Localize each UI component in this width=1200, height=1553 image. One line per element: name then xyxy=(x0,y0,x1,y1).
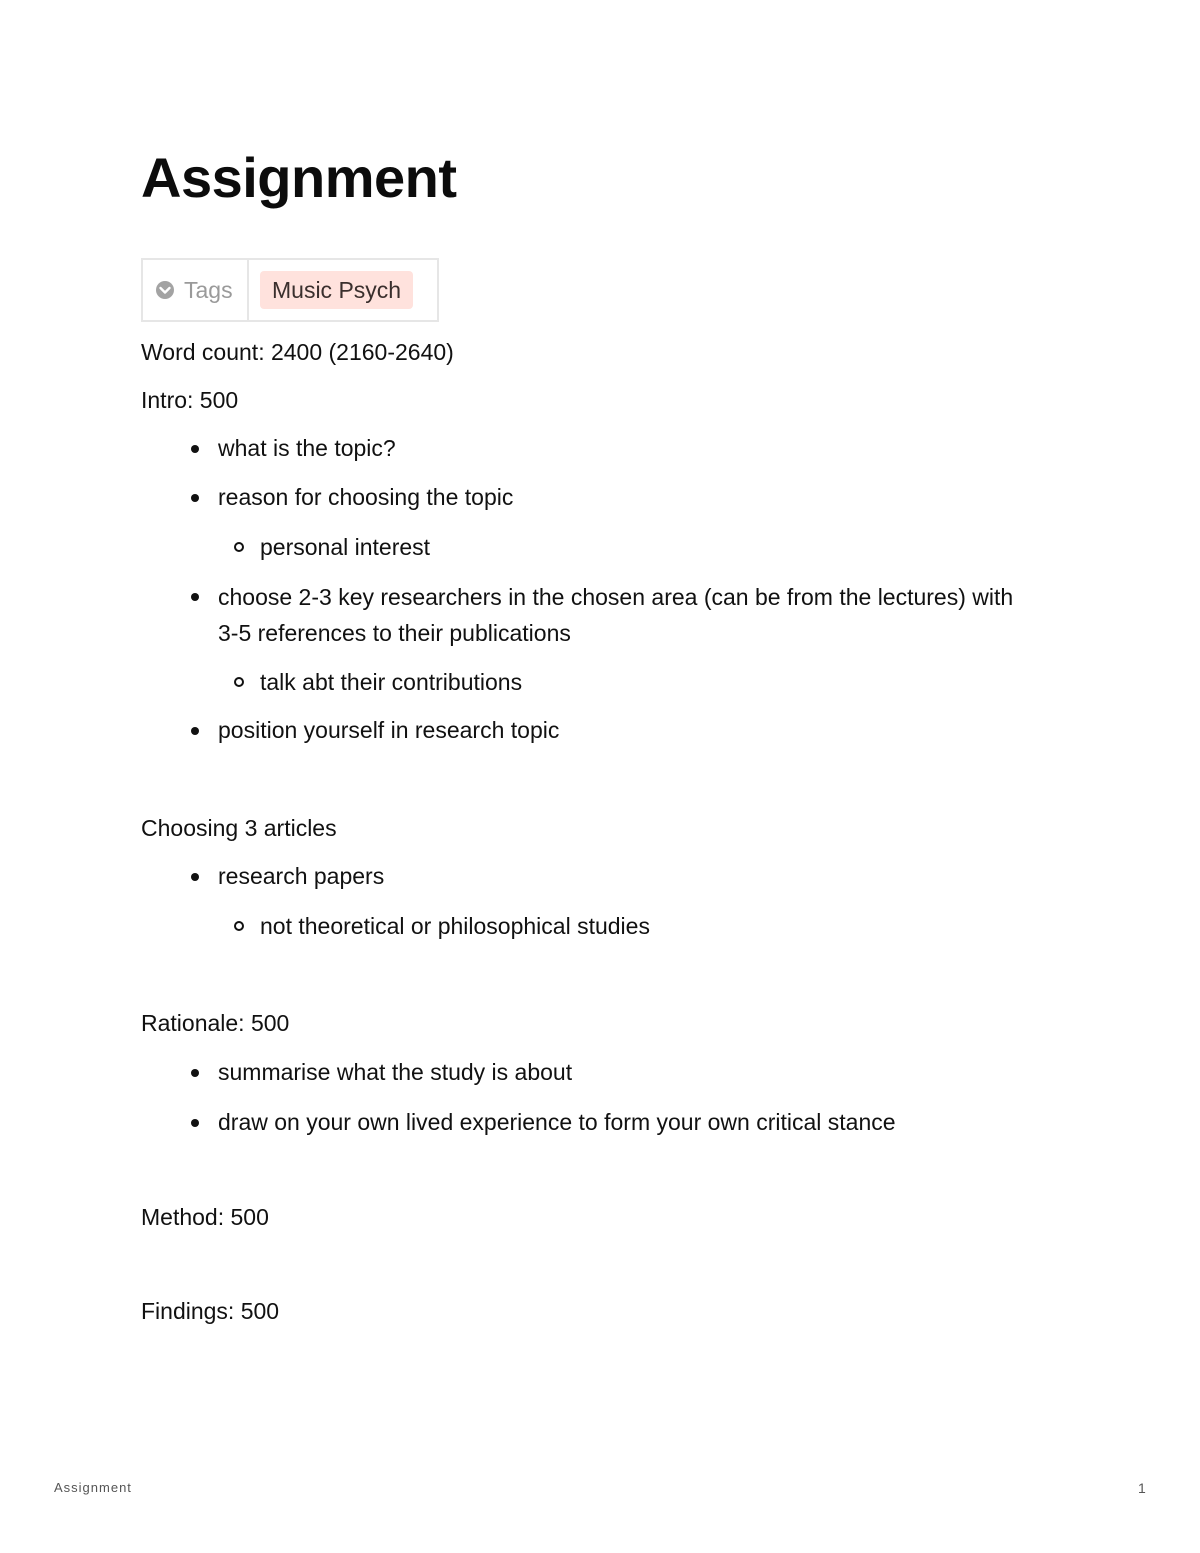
tag-chip[interactable]: Music Psych xyxy=(260,271,413,309)
tags-property-label xyxy=(143,260,249,320)
chevron-circle-down-icon xyxy=(155,280,175,300)
page-title: Assignment xyxy=(141,146,457,209)
intro-heading: Intro: 500 xyxy=(141,387,239,413)
bullet-dot xyxy=(191,1119,199,1127)
sub-bullet-ring xyxy=(234,921,244,931)
rationale-bullet-experience: draw on your own lived experience to form your own critical stance xyxy=(218,1109,896,1135)
word-count-text: Word count: 2400 (2160-2640) xyxy=(141,339,454,365)
bullet-dot xyxy=(191,445,199,453)
intro-bullet-topic: what is the topic? xyxy=(218,435,396,461)
bullet-dot xyxy=(191,727,199,735)
intro-bullet-researchers: choose 2-3 key researchers in the chosen area (can be from the lectures) with 3-5 references to their publications xyxy=(218,584,1014,646)
rationale-heading: Rationale: 500 xyxy=(141,1010,290,1036)
bullet-dot xyxy=(191,1069,199,1077)
footer-page-number: 1 xyxy=(1138,1480,1146,1496)
bullet-dot xyxy=(191,494,199,502)
rationale-bullet-summarise: summarise what the study is about xyxy=(218,1059,573,1085)
bullet-dot xyxy=(191,593,199,601)
intro-bullet-reason: reason for choosing the topic xyxy=(218,484,514,510)
tags-property-value[interactable] xyxy=(249,260,437,320)
intro-sub-bullet-contributions: talk abt their contributions xyxy=(260,669,523,695)
intro-bullet-position: position yourself in research topic xyxy=(218,717,560,743)
intro-sub-bullet-interest: personal interest xyxy=(260,534,431,560)
bullet-dot xyxy=(191,873,199,881)
footer-document-name: Assignment xyxy=(54,1480,132,1495)
articles-bullet-papers: research papers xyxy=(218,863,385,889)
properties-table xyxy=(141,258,439,322)
findings-heading: Findings: 500 xyxy=(141,1298,280,1324)
articles-sub-bullet-studies: not theoretical or philosophical studies xyxy=(260,913,650,939)
method-heading: Method: 500 xyxy=(141,1204,269,1230)
articles-heading: Choosing 3 articles xyxy=(141,815,337,841)
sub-bullet-ring xyxy=(234,542,244,552)
sub-bullet-ring xyxy=(234,677,244,687)
tags-label-text: Tags xyxy=(184,276,233,303)
